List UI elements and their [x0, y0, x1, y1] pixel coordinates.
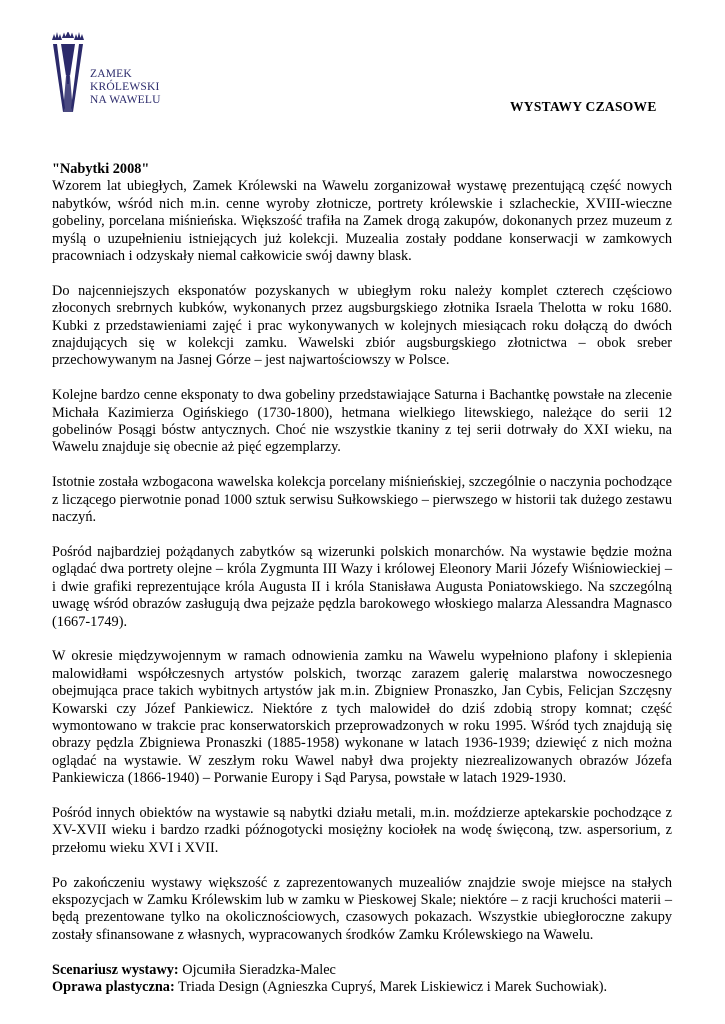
article-paragraph: Po zakończeniu wystawy większość z zaprezentowanych muzealiów znajdzie swoje miejsce na stałych ekspozycjach w Zamku Królewskim lub w zamku w Pieskowej Skale; niektóre – z racji kruchości materii – będą prezentowane tylko na okolicznościowych, czasowych pokazach. Wszystkie ubiegłoroczne zakupy zostały sfinansowane z własnych, wypracowanych środków Zamku Królewskiego na Wawelu. [52, 874, 672, 943]
logo-line: KRÓLEWSKI [90, 81, 160, 93]
credit-value: Ojcumiła Sieradzka-Malec [178, 961, 336, 978]
logo-text [90, 68, 161, 107]
page-title: WYSTAWY CZASOWE [510, 99, 657, 114]
credits [52, 962, 672, 997]
credit-line [52, 962, 672, 979]
article-paragraph: W okresie międzywojennym w ramach odnowienia zamku na Wawelu wypełniono plafony i sklepienia malowidłami współczesnych artystów polskich, tworząc zarazem galerię malarstwa nowoczesnego obejmująca prace takich wybitnych artystów jak m.in. Zbigniew Pronaszko, Jan Cybis, Felicjan Szczęsny Kowarski czy Józef Pankiewicz. Niektóre z tych malowideł do dziś zdobią stropy komnat; część wymontowano w trakcie prac konserwatorskich przeprowadzonych w roku 1995. Wśród tych znajdują się obrazy pędzla Zbigniewa Pronaszki (1885-1958) wykonane w latach 1936-1939; dziewięć z nich można oglądać na wystawie. W zeszłym roku Wawel nabył dwa projekty niezrealizowanych obrazów Józefa Pankiewicza (1866-1940) – Porwanie Europy i Sąd Parysa, powstałe w latach 1929-1930. [52, 648, 672, 787]
logo-line: ZAMEK [90, 68, 132, 80]
credit-value: Triada Design (Agnieszka Cupryś, Marek Liskiewicz i Marek Suchowiak). [174, 978, 608, 995]
credit-label: Scenariusz wystawy: [52, 961, 179, 978]
crown-w-emblem-icon [50, 32, 86, 114]
credit-line [52, 979, 672, 996]
article-paragraph: Kolejne bardzo cenne eksponaty to dwa gobeliny przedstawiające Saturna i Bachantkę powstałe na zlecenie Michała Kazimierza Ogińskiego (1730-1800), hetmana wielkiego litewskiego, należące do serii 12 gobelinów Posągi bóstw antycznych. Choć nie wszystkie tkaniny z tej serii dotrwały do XXI wieku, na Wawelu znajduje się obecnie aż pięć egzemplarzy. [52, 387, 672, 456]
credit-label: Oprawa plastyczna: [52, 978, 175, 995]
article-paragraph: Wzorem lat ubiegłych, Zamek Królewski na Wawelu zorganizował wystawę prezentującą część nowych nabytków, wśród nich m.in. cenne wyroby złotnicze, portrety królewskie i szlacheckie, XVIII-wieczne gobeliny, porcelana miśnieńska. Większość trafiła na Zamek drogą zakupów, dokonanych przez muzeum z myślą o uzupełnieniu istniejących już kolekcji. Muzealia zostały poddane konserwacji w zamkowych pracowniach i odzyskały niemal całkowicie swój dawny blask. [52, 178, 672, 265]
article-paragraph: Pośród najbardziej pożądanych zabytków są wizerunki polskich monarchów. Na wystawie będzie można oglądać dwa portrety olejne – króla Zygmunta III Wazy i królowej Eleonory Marii Józefy Wiśniowieckiej – i dwie grafiki reprezentujące króla Augusta II i króla Stanisława Augusta Poniatowskiego. Na szczególną uwagę wśród obrazów zasługują dwa pejzaże pędzla barokowego włoskiego malarza Alessandra Magnasco (1667-1749). [52, 543, 672, 630]
article-paragraph: Pośród innych obiektów na wystawie są nabytki działu metali, m.in. moździerze aptekarskie pochodzące z XV-XVII wieku i bardzo rzadki późnogotycki mosiężny kociołek na wodę święconą, tzw. aspersorium, z przełomu wieku XVI i XVII. [52, 804, 672, 856]
article-body [52, 161, 672, 996]
logo-line: NA WAWELU [90, 94, 161, 106]
article-paragraph: Do najcenniejszych eksponatów pozyskanych w ubiegłym roku należy komplet czterech częściowo złoconych srebrnych kubków, wykonanych przez augsburgskiego złotnika Israela Thelotta w roku 1680. Kubki z przedstawieniami zajęć i prac wykonywanych w kolejnych miesiącach roku dołączą do dwóch znajdujących się w kolekcji zamku. Wawelski zbiór augsburgskiego złotnictwa – obok sreber przechowywanym na Jasnej Górze – jest najwartościowszy w Polsce. [52, 282, 672, 369]
wawel-logo [50, 32, 180, 116]
article-paragraph: Istotnie została wzbogacona wawelska kolekcja porcelany miśnieńskiej, szczególnie o naczynia pochodzące z liczącego pierwotnie ponad 1000 sztuk serwisu Sułkowskiego – pierwszego w historii tak dużego zestawu naczyń. [52, 474, 672, 526]
article-heading: "Nabytki 2008" [52, 161, 150, 177]
